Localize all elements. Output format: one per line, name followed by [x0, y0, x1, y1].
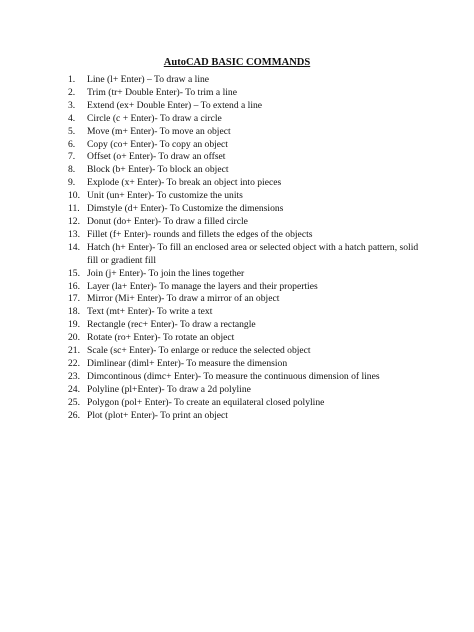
- list-item-text: Hatch (h+ Enter)- To fill an enclosed area or selected object with a hatch pattern, solid fill or gradient fill: [87, 241, 419, 266]
- list-item-text: Fillet (f+ Enter)- rounds and fillets the edges of the objects: [87, 228, 313, 240]
- list-item: [68, 332, 428, 345]
- list-item: [68, 126, 428, 139]
- list-item: [68, 74, 428, 87]
- list-item: [68, 190, 428, 203]
- list-item-number: 2.: [68, 86, 76, 98]
- list-item: [68, 100, 428, 113]
- list-item-text: Text (mt+ Enter)- To write a text: [87, 306, 213, 318]
- list-item-text: Line (l+ Enter) – To draw a line: [87, 74, 210, 85]
- page-title-text: AutoCAD BASIC COMMANDS: [163, 57, 311, 68]
- list-item-number: 3.: [68, 99, 76, 111]
- list-item-number: 11.: [68, 203, 80, 215]
- list-item: [68, 371, 428, 384]
- list-item: [68, 139, 428, 152]
- list-item-number: 21.: [68, 345, 80, 357]
- list-item-number: 23.: [68, 370, 80, 382]
- list-item-number: 15.: [68, 267, 80, 279]
- page-title: [0, 56, 474, 69]
- list-item-text: Layer (la+ Enter)- To manage the layers and their properties: [87, 280, 318, 292]
- list-item: [68, 216, 428, 229]
- list-item-text: Polyline (pl+Enter)- To draw a 2d polyline: [87, 383, 251, 395]
- list-item-number: 19.: [68, 319, 80, 331]
- list-item: [68, 293, 428, 306]
- command-list: [68, 74, 428, 422]
- list-item-text: Offset (o+ Enter)- To draw an offset: [87, 151, 226, 163]
- list-item: [68, 358, 428, 371]
- list-item-number: 7.: [68, 151, 76, 163]
- list-item-number: 12.: [68, 215, 80, 227]
- list-item-text: Extend (ex+ Double Enter) – To extend a line: [87, 99, 263, 111]
- list-item-text: Block (b+ Enter)- To block an object: [87, 164, 229, 176]
- list-item: [68, 384, 428, 397]
- list-item-text: Rotate (ro+ Enter)- To rotate an object: [87, 332, 235, 344]
- list-item: [68, 345, 428, 358]
- list-item-number: 18.: [68, 306, 80, 318]
- list-item-number: 22.: [68, 357, 80, 369]
- list-item-text: Donut (do+ Enter)- To draw a filled circle: [87, 215, 248, 227]
- list-item-number: 1.: [68, 74, 76, 85]
- list-item: [68, 229, 428, 242]
- list-item-number: 5.: [68, 125, 76, 137]
- list-item-number: 14.: [68, 241, 80, 253]
- list-item-text: Explode (x+ Enter)- To break an object into pieces: [87, 177, 282, 189]
- list-item-number: 9.: [68, 177, 76, 189]
- list-item: [68, 177, 428, 190]
- list-item-number: 25.: [68, 396, 80, 408]
- list-item-text: Mirror (Mi+ Enter)- To draw a mirror of an object: [87, 293, 280, 305]
- list-item-number: 16.: [68, 280, 80, 292]
- list-item-text: Dimstyle (d+ Enter)- To Customize the dimensions: [87, 203, 284, 215]
- list-item: [68, 281, 428, 294]
- list-item-number: 10.: [68, 190, 80, 202]
- list-item: [68, 203, 428, 216]
- list-item-number: 17.: [68, 293, 80, 305]
- list-item-text: Circle (c + Enter)- To draw a circle: [87, 112, 222, 124]
- list-item: [68, 319, 428, 332]
- list-item-text: Unit (un+ Enter)- To customize the units: [87, 190, 243, 202]
- list-item: [68, 113, 428, 126]
- list-item-number: 8.: [68, 164, 76, 176]
- list-item: [68, 164, 428, 177]
- list-item-text: Trim (tr+ Double Enter)- To trim a line: [87, 86, 237, 98]
- list-item-text: Polygon (pol+ Enter)- To create an equilateral closed polyline: [87, 396, 325, 408]
- list-item-number: 20.: [68, 332, 80, 344]
- list-item-text: Move (m+ Enter)- To move an object: [87, 125, 231, 137]
- list-item-number: 4.: [68, 112, 76, 124]
- list-item: [68, 306, 428, 319]
- list-item-text: Dimlinear (diml+ Enter)- To measure the dimension: [87, 357, 288, 369]
- list-item-number: 24.: [68, 383, 80, 395]
- list-item: [68, 397, 428, 410]
- list-item-text: Copy (co+ Enter)- To copy an object: [87, 138, 228, 150]
- list-item: [68, 242, 428, 268]
- list-item: [68, 410, 428, 423]
- list-item-text: Plot (plot+ Enter)- To print an object: [87, 409, 228, 421]
- list-item: [68, 268, 428, 281]
- list-item-text: Join (j+ Enter)- To join the lines together: [87, 267, 245, 279]
- list-item: [68, 151, 428, 164]
- list-item: [68, 87, 428, 100]
- list-item-number: 13.: [68, 228, 80, 240]
- list-item-text: Scale (sc+ Enter)- To enlarge or reduce the selected object: [87, 345, 311, 357]
- list-item-number: 6.: [68, 138, 76, 150]
- list-item-text: Rectangle (rec+ Enter)- To draw a rectangle: [87, 319, 256, 331]
- list-item-text: Dimcontinous (dimc+ Enter)- To measure the continuous dimension of lines: [87, 370, 380, 382]
- list-item-number: 26.: [68, 409, 80, 421]
